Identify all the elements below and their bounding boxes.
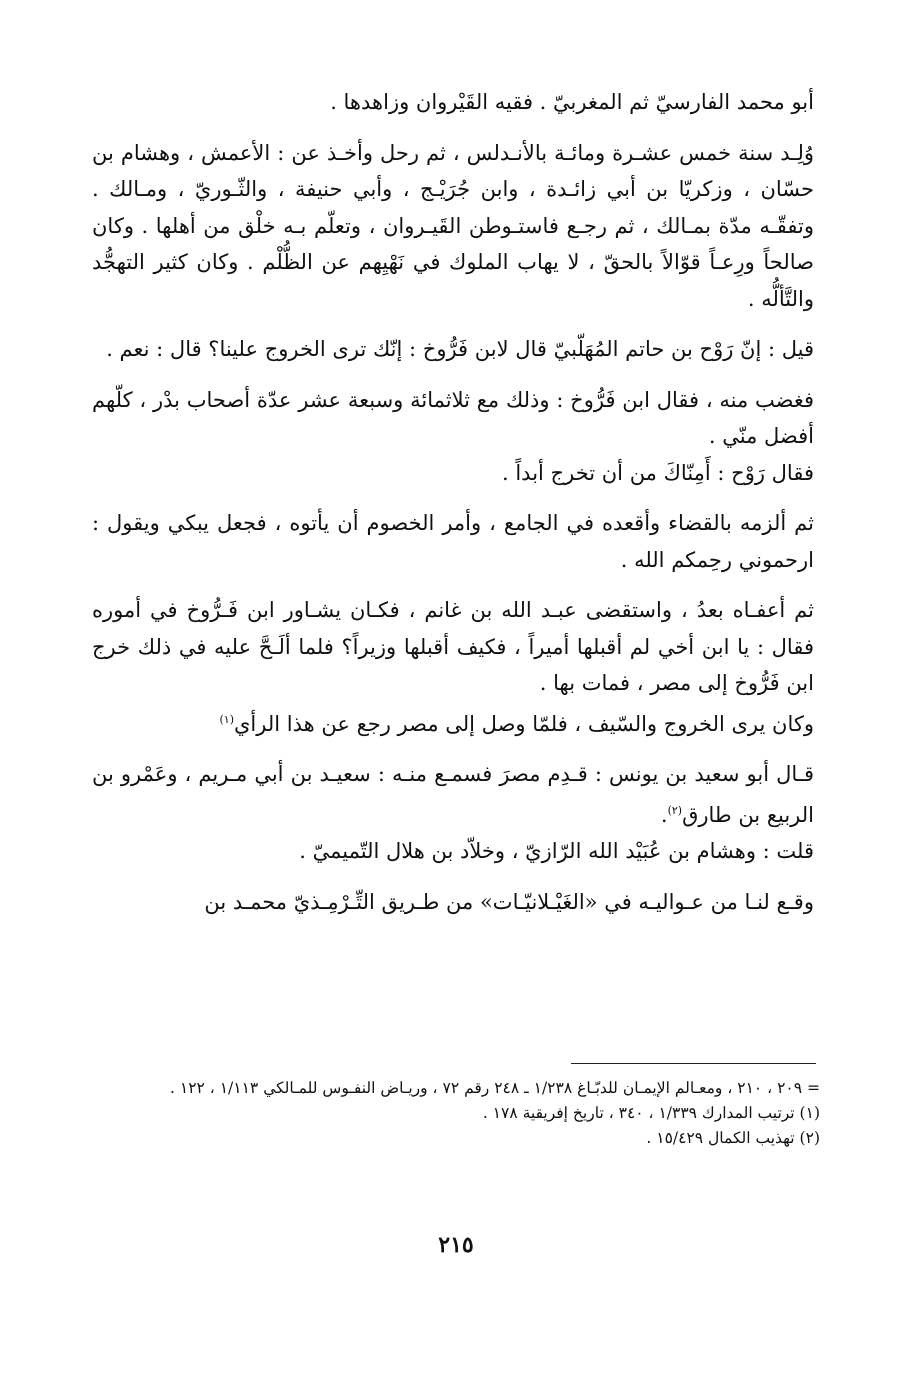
footnote-1: (١) ترتيب المدارك ١/٣٣٩ ، ٣٤٠ ، تاريخ إفريقية ١٧٨ .: [482, 1104, 820, 1122]
paragraph-5: فقال رَوْح : أَمِنّاكَ من أن تخرج أبداً .: [501, 460, 814, 485]
page-number: ٢١٥: [438, 1232, 474, 1258]
footnote-separator: [571, 1063, 816, 1064]
paragraph-3: قيل : إنّ رَوْح بن حاتم المُهَلّبيّ قال لابن فَرُّوخ : إنّك ترى الخروج علينا؟ قال : نعم .: [106, 337, 814, 361]
paragraph-10: قلت : وهشام بن عُبَيْد الله الرّازيّ ، وخلاّد بن هلال التّميميّ .: [299, 839, 814, 863]
paragraph-9-text: قـال أبو سعيد بن يونس : قـدِم مصرَ فسمـع منـه : سعيـد بن أبي مـريم ، وعَمْرو بن الربيع بن طارق: [92, 762, 814, 827]
main-text: [92, 84, 814, 920]
footnotes: [100, 1076, 820, 1151]
paragraph-7: ثم أعفـاه بعدُ ، واستقضى عبـد الله بن غانم ، فكـان يشـاور ابن فَـرُّوخ في أموره فقال : يا ابن أخي لم أقبلها أميراً ، فكيف أقبلها وزيراً؟ فلما ألَـحَّ عليه في ذلك خرج ابن فَرُّوخ إلى مصر ، فمات بها .: [92, 598, 814, 695]
footnote-2: (٢) تهذيب الكمال ١٥/٤٢٩ .: [646, 1129, 820, 1147]
paragraph-6: ثم ألزمه بالقضاء وأقعده في الجامع ، وأمر الخصوم أن يأتوه ، فجعل يبكي ويقول : ارحموني رحِمكم الله .: [92, 511, 814, 572]
paragraph-2: وُلِـد سنة خمس عشـرة ومائـة بالأنـدلس ، ثم رحل وأخـذ عن : الأعمش ، وهشام بن حسّان ، وزكريّا بن أبي زائـدة ، وابن جُرَيْـج ، وأبي حنيفة ، والثّـوريّ ، ومـالك . وتفقّـه مدّة بمـالك ، ثم رجـع فاستـوطن القَيـروان ، وتعلّم بـه خلْق من أهلها . وكان صالحاً ورِعـاً قوّالاً بالحقّ ، لا يهاب الملوك في نَهْيِهم عن الظُّلْم . وكان كثير التهجُّد والتَّألُّه .: [92, 140, 814, 311]
paragraph-9: قـال أبو سعيد بن يونس : قـدِم مصرَ فسمـع منـه : سعيـد بن أبي مـريم ، وعَمْرو بن الربيع بن طارق$^{(٢)}$.: [92, 762, 814, 827]
paragraph-11: وقـع لنـا من عـواليـه في «الغَيْـلانيّـات» من طـريق التِّـرْمِـذيّ محمـد بن: [204, 889, 814, 914]
paragraph-8-text: وكان يرى الخروج والسّيف ، فلمّا وصل إلى مصر رجع عن هذا الرأي: [234, 711, 814, 736]
footnote-continued: = ٢٠٩ ، ٢١٠ ، ومعـالم الإيمـان للدبّـاغ ١/٢٣٨ ـ ٢٤٨ رقم ٧٢ ، وريـاض النفـوس للمـالكي ١/١١٣ ، ١٢٢ .: [170, 1079, 820, 1097]
paragraph-8: [92, 702, 814, 743]
footnote-marker-2: (٢): [667, 803, 683, 817]
footnote-marker-1: (١): [219, 712, 234, 726]
paragraph-4: فغضب منه ، فقال ابن فَرُّوخ : وذلك مع ثلاثمائة وسبعة عشر عدّة أصحاب بدْر ، كلّهم أفضل منّي .: [92, 387, 814, 448]
paragraph-1: أبو محمد الفارسيّ ثم المغربيّ . فقيه القَيْروان وزاهدها .: [330, 90, 814, 114]
